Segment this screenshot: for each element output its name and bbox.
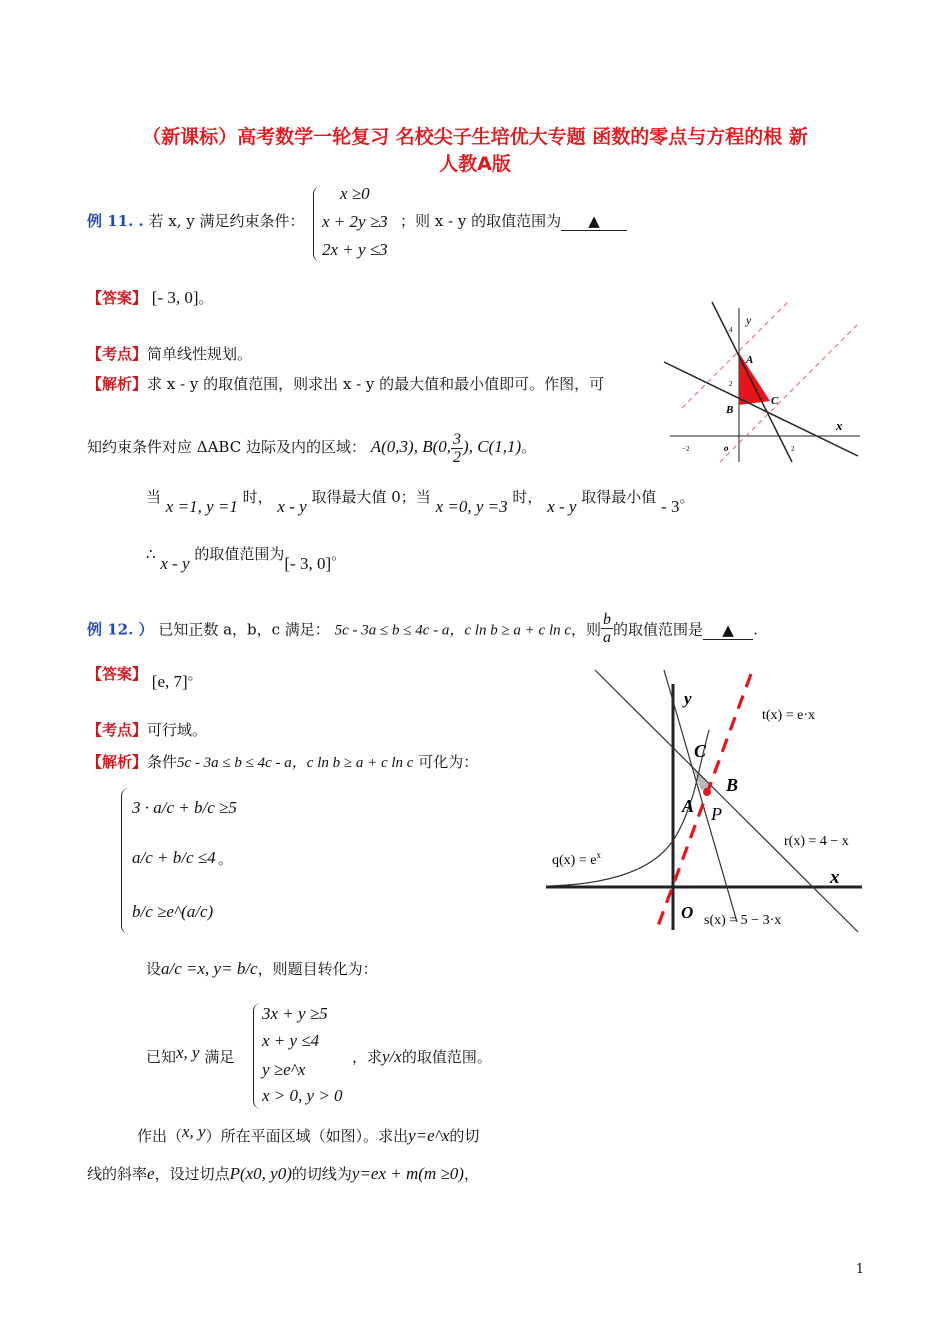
fig12-point-p: P — [711, 804, 722, 824]
ex11-frac — [451, 431, 463, 466]
fig11-tick-m2: −2 — [682, 445, 690, 453]
ex11-jiexi-2a: 知约束条件对应 ΔABC 边际及内的区域： — [87, 438, 366, 456]
ex11-question-post-text: ；则 x - y 的取值范围为 — [400, 212, 562, 230]
fig12-x-label: x — [830, 867, 840, 888]
fig11-y-label: y — [746, 313, 752, 327]
ex12-q3: ，则 — [571, 620, 602, 639]
ex12-ask-b: y/x — [382, 1047, 402, 1066]
ex12-sys-2: a/c + b/c ≤4 — [132, 848, 216, 867]
ex11-jiexi-2c: ), C(1,1) — [463, 437, 522, 456]
fig11-dash-1 — [682, 302, 788, 408]
fig12-label-q-base: q(x) = e — [552, 853, 597, 868]
ex12-k2: x + y ≤4 — [262, 1031, 320, 1050]
ex11-l3c: 时， — [242, 488, 273, 506]
ex11-l3f: x =0, y =3 — [435, 497, 508, 516]
ex12-p2g: ， — [463, 1165, 479, 1183]
ex11-l3j: - 3 — [661, 497, 680, 516]
page-title — [60, 124, 890, 178]
ex11-kaodian-tag: 【考点】 — [87, 345, 148, 363]
ex12-p1d: y=e^x — [408, 1126, 450, 1145]
ex11-l3e: 取得最大值 0；当 — [311, 488, 431, 506]
fig12-point-a: A — [682, 796, 695, 816]
ex11-answer-blank: ▲ — [561, 212, 627, 231]
fig12-tangent-point — [703, 788, 711, 796]
ex12-q5: . — [753, 620, 758, 639]
ex11-jiexi-line2 — [87, 430, 536, 466]
ex11-jiexi-2d: 。 — [521, 438, 537, 456]
ex12-ask — [352, 1046, 492, 1067]
ex11-constraint-1: x ≥0 — [340, 184, 370, 203]
ex12-kaodian-row — [87, 719, 207, 740]
ex12-known-brace — [253, 1003, 262, 1109]
ex11-frac-num: 3 — [453, 430, 462, 448]
ex11-constraint-3: 2x + y ≤3 — [322, 240, 388, 259]
ex12-answer-row — [87, 663, 203, 691]
fig12-point-c: C — [694, 741, 707, 761]
ex11-l3i: 取得最小值 — [581, 488, 657, 506]
ex11-l4e: 。 — [331, 545, 347, 563]
fig11-x-label: x — [836, 418, 843, 433]
fig11-point-b: B — [726, 404, 734, 416]
ex12-q-frac — [601, 611, 613, 646]
ex11-question-post — [400, 210, 627, 231]
title-line-2: 人教A版 — [439, 153, 511, 175]
ex12-sys-1: 3 · a/c + b/c ≥5 — [132, 798, 237, 817]
ex11-frac-den: 2 — [453, 448, 462, 466]
ex11-label: 例 11. . — [87, 212, 144, 230]
ex12-answer-end: 。 — [187, 665, 203, 683]
ex12-q1: 已知正数 a，b，c 满足： — [158, 620, 330, 639]
ex12-set-c: ，则题目转化为： — [257, 960, 378, 978]
ex11-kaodian-row — [87, 343, 252, 364]
ex12-p1b: x, y — [182, 1122, 206, 1141]
ex12-known-xy: x, y — [176, 1043, 200, 1062]
ex11-answer-tag: 【答案】 — [87, 289, 148, 307]
ex11-l4a: ∴ — [146, 545, 156, 563]
ex12-p2f: y=ex + m(m ≥0) — [351, 1164, 464, 1183]
ex11-question-pre: 若 x, y 满足约束条件： — [148, 212, 305, 230]
ex12-answer-tag: 【答案】 — [87, 665, 148, 683]
fig11-tick-o: o — [724, 443, 729, 453]
ex11-brace — [313, 186, 322, 262]
ex12-jiexi-1c: 可化为： — [418, 753, 479, 771]
ex11-l3g: 时， — [512, 488, 543, 506]
fig11-tick-4: 4 — [729, 326, 733, 334]
ex11-kaodian: 简单线性规划。 — [147, 345, 253, 363]
fig11-tick-2x: 2 — [791, 445, 795, 453]
ex11-answer-row — [87, 287, 214, 308]
fig12-label-s: s(x) = 5 − 3·x — [704, 913, 782, 928]
ex12-set-b: a/c =x, y= b/c — [161, 959, 258, 978]
ex12-p2a: 线的斜率 — [87, 1165, 148, 1183]
fig11-point-a: A — [746, 354, 754, 366]
ex12-jiexi-1b: 5c - 3a ≤ b ≤ 4c - a，c ln b ≥ a + c ln c — [177, 755, 414, 771]
ex12-kaodian: 可行域。 — [147, 721, 208, 739]
fig11-line-x-2y — [664, 362, 858, 456]
ex12-para-2 — [87, 1163, 479, 1184]
ex11-l4b: x - y — [160, 554, 190, 573]
ex12-question — [87, 613, 758, 648]
ex12-substitution — [146, 958, 378, 979]
ex11-line3 — [146, 486, 695, 516]
ex12-system-brace — [121, 788, 130, 934]
ex12-p1e: 的切 — [449, 1127, 480, 1145]
ex11-figure — [660, 296, 865, 466]
ex11-l4c: 的取值范围为 — [194, 545, 285, 563]
ex12-jiexi-1a: 条件 — [147, 753, 178, 771]
fig12-line-r — [595, 670, 858, 932]
ex12-k1: 3x + y ≥5 — [262, 1004, 328, 1023]
ex12-p2d: P(x0, y0) — [229, 1164, 292, 1183]
ex12-jiexi-row — [87, 751, 478, 772]
fig12-line-s — [664, 670, 737, 922]
ex11-l3a: 当 — [146, 488, 162, 506]
fig12-y-label: y — [684, 689, 692, 708]
ex12-q-frac-den: a — [603, 629, 612, 646]
fig12-label-q-sup: x — [596, 850, 601, 860]
fig11-line-2x-y — [712, 302, 792, 462]
ex11-constraint-2: x + 2y ≥3 — [322, 212, 388, 231]
ex11-jiexi-1: 求 x - y 的取值范围，则求出 x - y 的最大值和最小值即可。作图，可 — [147, 375, 605, 393]
ex11-question — [87, 210, 305, 231]
ex12-q2: 5c - 3a ≤ b ≤ 4c - a，c ln b ≥ a + c ln c — [334, 622, 572, 639]
ex12-answer: [e, 7] — [151, 672, 188, 691]
ex12-k3: y ≥e^x — [262, 1060, 306, 1079]
fig12-label-r: r(x) = 4 − x — [784, 834, 849, 849]
ex12-para-1 — [137, 1122, 480, 1146]
ex12-k4: x > 0, y > 0 — [262, 1086, 343, 1105]
ex12-p2c: ，设过切点 — [154, 1165, 230, 1183]
ex12-set-a: 设 — [146, 960, 162, 978]
fig11-point-c: C — [771, 395, 779, 407]
ex12-p1c: ）所在平面区域（如图）。求出 — [205, 1127, 409, 1145]
fig11-region — [739, 353, 770, 405]
ex11-jiexi-2b: A(0,3), B(0, — [370, 437, 452, 456]
ex12-kaodian-tag: 【考点】 — [87, 721, 148, 739]
ex12-figure — [540, 660, 870, 935]
ex12-label: 例 12. ） — [87, 620, 154, 639]
fig12-label-q — [552, 850, 601, 868]
ex12-known — [146, 1043, 235, 1067]
ex12-sys-end: 。 — [218, 850, 234, 868]
ex12-known-text: 已知 — [146, 1048, 177, 1066]
ex12-jiexi-tag: 【解析】 — [87, 753, 148, 771]
ex11-jiexi-tag: 【解析】 — [87, 375, 148, 393]
ex12-known-satisfy: 满足 — [204, 1048, 235, 1066]
ex11-answer: [- 3, 0] — [151, 288, 199, 307]
fig12-origin: O — [681, 903, 694, 922]
ex11-l3k: 。 — [679, 488, 695, 506]
ex11-l4d: [- 3, 0] — [284, 554, 332, 573]
ex12-ask-a: ，求 — [352, 1048, 383, 1066]
ex12-sys-3: b/c ≥e^(a/c) — [132, 902, 214, 921]
title-line-1: （新课标）高考数学一轮复习 名校尖子生培优大专题 函数的零点与方程的根 新 — [142, 126, 808, 148]
ex11-l3h: x - y — [547, 497, 577, 516]
ex11-l3d: x - y — [277, 497, 307, 516]
ex12-p2e: 的切线为 — [291, 1165, 352, 1183]
fig11-tick-2y: 2 — [729, 380, 733, 388]
ex12-p1a: 作出（ — [137, 1127, 183, 1145]
ex12-p2b: e — [147, 1164, 155, 1183]
page-number: 1 — [855, 1262, 864, 1277]
ex11-line4 — [146, 543, 347, 573]
ex11-answer-end: 。 — [198, 289, 214, 307]
ex12-ask-c: 的取值范围。 — [401, 1048, 492, 1066]
ex12-q4: 的取值范围是 — [613, 620, 704, 639]
ex11-jiexi-row — [87, 373, 604, 394]
fig12-point-b: B — [726, 775, 739, 795]
ex11-l3b: x =1, y =1 — [165, 497, 238, 516]
ex12-q-frac-num: b — [603, 611, 612, 628]
fig12-label-t: t(x) = e·x — [762, 708, 815, 723]
ex12-answer-blank: ▲ — [703, 621, 753, 640]
